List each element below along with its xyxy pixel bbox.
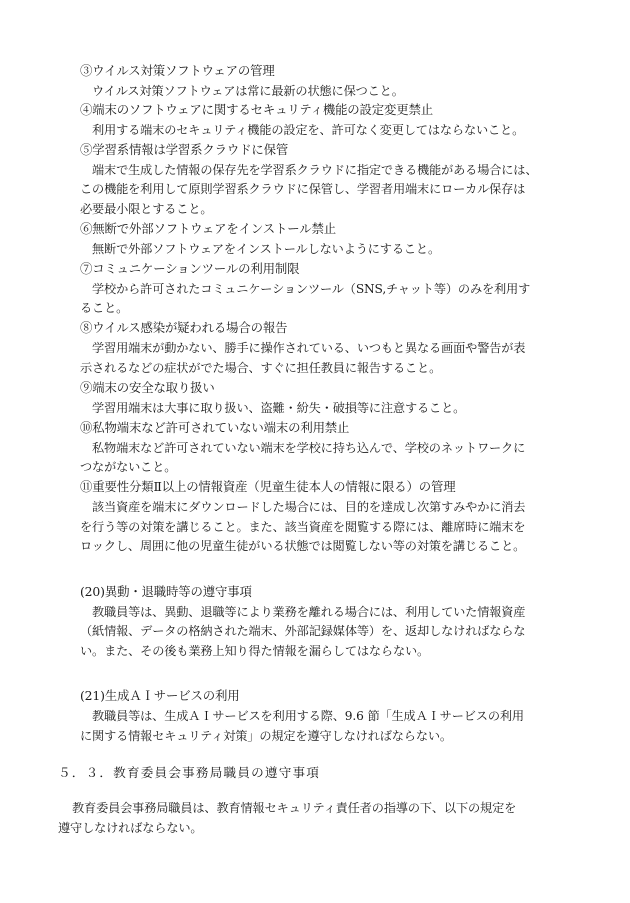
item-body-5-line-1: 端末で生成した情報の保存先を学習系クラウドに指定できる機能がある場合には、 <box>92 163 538 177</box>
item-heading-11: ⑪重要性分類Ⅱ以上の情報資産（児童生徒本人の情報に限る）の管理 <box>80 479 456 494</box>
section-20-body-line-1: 教職員等は、異動、退職等により業務を離れる場合には、利用していた情報資産 <box>92 605 526 619</box>
item-heading-4: ④端末のソフトウェアに関するセキュリティ機能の設定変更禁止 <box>80 102 433 117</box>
section-20-heading: (20)異動・退職時等の遵守事項 <box>80 584 252 599</box>
item-body-7-line-2: ること。 <box>80 301 129 315</box>
item-body-11-line-3: ロックし、周囲に他の児童生徒がいる状態では閲覧しない等の対策を講じること。 <box>80 539 526 553</box>
item-body-9-line-1: 学習用端末は大事に取り扱い、盗難・紛失・破損等に注意すること。 <box>92 401 466 415</box>
section-21-body-line-1: 教職員等は、生成ＡＩサービスを利用する際、9.6 節「生成ＡＩサービスの利用 <box>92 709 524 723</box>
section-21-body-line-2: に関する情報セキュリティ対策」の規定を遵守しなければならない。 <box>80 729 452 743</box>
section-5-3-heading: ５．３．教育委員会事務局職員の遵守事項 <box>58 765 321 780</box>
item-body-8-line-1: 学習用端末が動かない、勝手に操作されている、いつもと異なる画面や警告が表 <box>92 341 526 355</box>
item-body-10-line-2: つながないこと。 <box>80 460 177 474</box>
item-heading-7: ⑦コミュニケーションツールの利用制限 <box>80 261 300 276</box>
item-heading-3: ③ウイルス対策ソフトウェアの管理 <box>80 63 275 78</box>
item-heading-9: ⑨端末の安全な取り扱い <box>80 380 215 395</box>
item-heading-5: ⑤学習系情報は学習系クラウドに保管 <box>80 142 289 157</box>
section-20-body-line-3: い。また、その後も業務上知り得た情報を漏らしてはならない。 <box>80 644 430 658</box>
item-heading-8: ⑧ウイルス感染が疑われる場合の報告 <box>80 320 288 335</box>
item-body-3-line-1: ウイルス対策ソフトウェアは常に最新の状態に保つこと。 <box>92 84 404 98</box>
section-21-heading: (21)生成ＡＩサービスの利用 <box>80 688 240 703</box>
item-body-11-line-2: を行う等の対策を講じること。また、該当資産を閲覧する際には、離席時に端末を <box>80 520 526 534</box>
section-20-body-line-2: （紙情報、データの格納された端末、外部記録媒体等）を、返却しなければならな <box>80 624 526 638</box>
item-body-11-line-1: 該当資産を端末にダウンロードした場合には、目的を達成し次第すみやかに消去 <box>92 500 526 514</box>
section-5-3-body-line-1: 教育委員会事務局職員は、教育情報セキュリティ責任者の指導の下、以下の規定を <box>72 801 517 815</box>
item-body-5-line-2: この機能を利用して原則学習系クラウドに保管し、学習者用端末にローカル保存は <box>80 182 526 196</box>
item-body-5-line-3: 必要最小限とすること。 <box>80 202 213 216</box>
item-body-7-line-1: 学校から許可されたコミュニケーションツール（SNS,チャット等）のみを利用す <box>92 282 531 296</box>
item-body-8-line-2: 示されるなどの症状がでた場合、すぐに担任教員に報告すること。 <box>80 361 442 375</box>
item-heading-6: ⑥無断で外部ソフトウェアをインストール禁止 <box>80 221 336 236</box>
item-body-10-line-1: 私物端末など許可されていない端末を学校に持ち込んで、学校のネットワークに <box>92 441 526 455</box>
item-body-6-line-1: 無断で外部ソフトウェアをインストールしないようにすること。 <box>92 242 440 256</box>
item-body-4-line-1: 利用する端末のセキュリティ機能の設定を、許可なく変更してはならないこと。 <box>92 123 525 137</box>
item-heading-10: ⑩私物端末など許可されていない端末の利用禁止 <box>80 420 350 435</box>
section-5-3-body-line-2: 遵守しなければならない。 <box>58 821 203 835</box>
